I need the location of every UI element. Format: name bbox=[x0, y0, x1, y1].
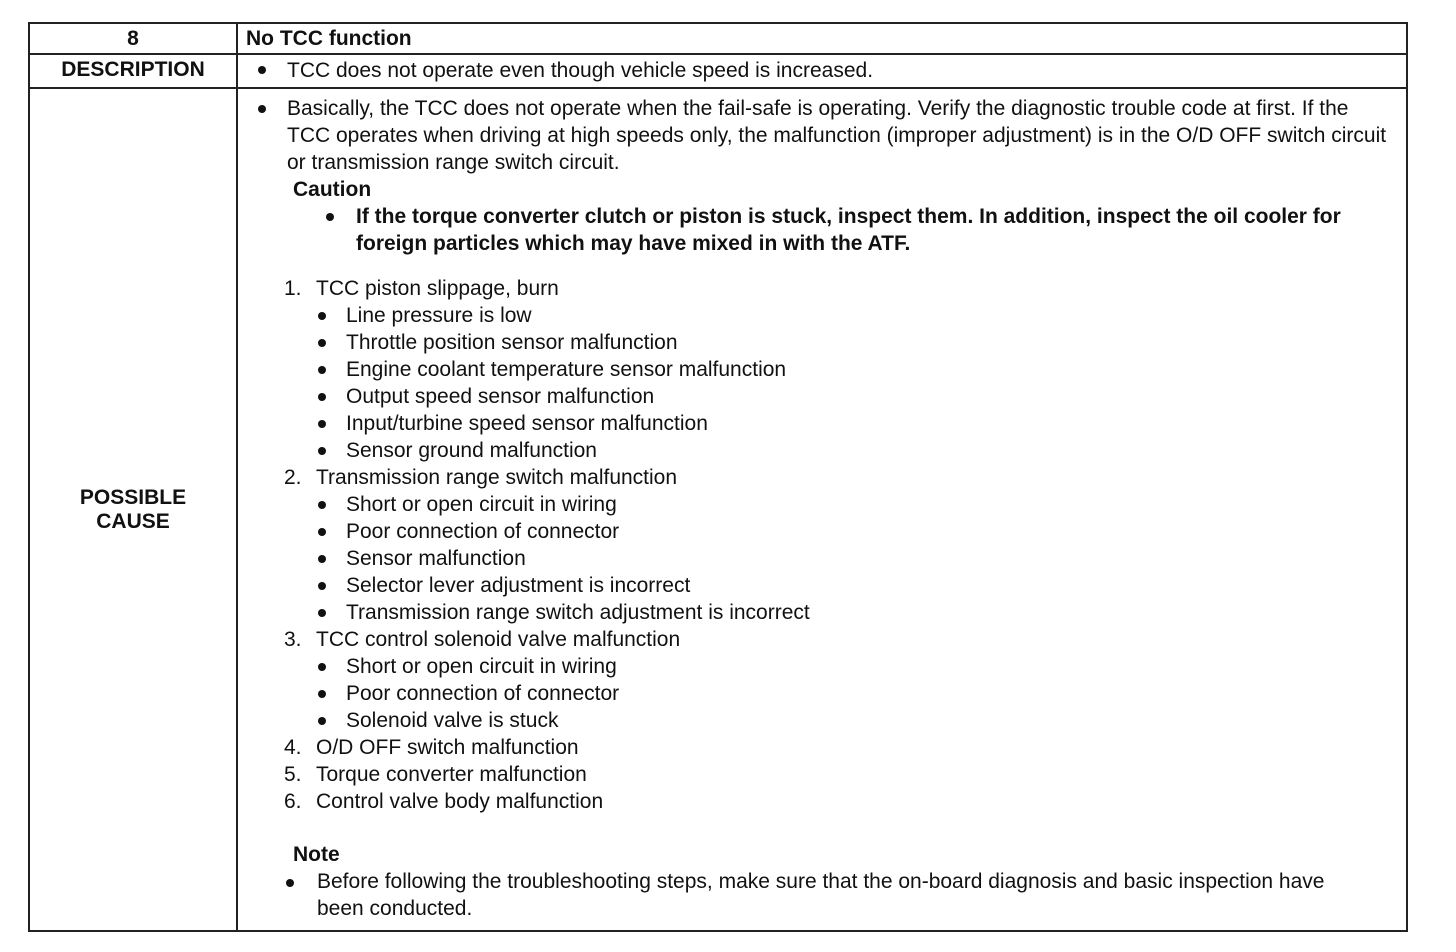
bullet-icon bbox=[318, 609, 326, 617]
description-label: DESCRIPTION bbox=[29, 54, 237, 88]
sub-cause-item bbox=[318, 518, 1406, 545]
bullet-icon bbox=[318, 501, 326, 509]
causes-list bbox=[238, 275, 1406, 815]
bullet-icon bbox=[318, 339, 326, 347]
symptom-number: 8 bbox=[29, 23, 237, 54]
cause-text: Transmission range switch malfunction bbox=[316, 466, 678, 489]
cause-text: O/D OFF switch malfunction bbox=[316, 736, 579, 759]
cause-number: 4. bbox=[284, 736, 302, 759]
bullet-icon bbox=[318, 447, 326, 455]
sub-cause-text: Input/turbine speed sensor malfunction bbox=[346, 412, 708, 435]
cause-text: Control valve body malfunction bbox=[316, 790, 604, 813]
cause-item bbox=[284, 761, 1406, 788]
bullet-icon bbox=[318, 366, 326, 374]
caution-item bbox=[326, 203, 1406, 257]
possible-cause-label bbox=[29, 88, 237, 931]
description-text: TCC does not operate even though vehicle speed is increased. bbox=[287, 59, 874, 82]
sub-cause-item bbox=[318, 653, 1406, 680]
cause-item bbox=[284, 275, 1406, 302]
bullet-icon bbox=[258, 105, 266, 113]
sub-cause-item bbox=[318, 329, 1406, 356]
troubleshooting-table bbox=[28, 22, 1408, 932]
cause-number: 6. bbox=[284, 790, 302, 813]
sub-cause-text: Line pressure is low bbox=[346, 304, 532, 327]
sub-cause-text: Short or open circuit in wiring bbox=[346, 493, 617, 516]
sub-cause-item bbox=[318, 491, 1406, 518]
bullet-icon bbox=[318, 717, 326, 725]
cause-text: TCC control solenoid valve malfunction bbox=[316, 628, 681, 651]
bullet-icon bbox=[318, 555, 326, 563]
cause-item bbox=[284, 734, 1406, 761]
sub-cause-item bbox=[318, 383, 1406, 410]
sub-cause-text: Sensor malfunction bbox=[346, 547, 526, 570]
bullet-icon bbox=[318, 582, 326, 590]
sub-cause-text: Throttle position sensor malfunction bbox=[346, 331, 678, 354]
bullet-icon bbox=[318, 528, 326, 536]
sub-cause-text: Poor connection of connector bbox=[346, 682, 620, 705]
bullet-icon bbox=[318, 393, 326, 401]
possible-cause-cell bbox=[237, 88, 1407, 931]
sub-cause-item bbox=[318, 410, 1406, 437]
note-item bbox=[286, 868, 1406, 922]
cause-number: 1. bbox=[284, 277, 302, 300]
bullet-icon bbox=[326, 213, 334, 221]
sub-cause-text: Sensor ground malfunction bbox=[346, 439, 597, 462]
bullet-icon bbox=[318, 690, 326, 698]
cause-number: 5. bbox=[284, 763, 302, 786]
sub-cause-text: Selector lever adjustment is incorrect bbox=[346, 574, 691, 597]
possible-cause-row bbox=[29, 88, 1407, 931]
sub-cause-text: Output speed sensor malfunction bbox=[346, 385, 655, 408]
sub-cause-text: Solenoid valve is stuck bbox=[346, 709, 559, 732]
sub-cause-text: Poor connection of connector bbox=[346, 520, 620, 543]
sub-cause-text: Engine coolant temperature sensor malfunction bbox=[346, 358, 787, 381]
bullet-icon bbox=[258, 66, 266, 74]
sub-cause-text: Short or open circuit in wiring bbox=[346, 655, 617, 678]
cause-number: 3. bbox=[284, 628, 302, 651]
possible-cause-label-line2: CAUSE bbox=[96, 509, 170, 533]
note-heading: Note bbox=[293, 843, 340, 866]
caution-heading: Caution bbox=[293, 178, 372, 201]
cause-text: TCC piston slippage, burn bbox=[316, 277, 559, 300]
note-text: Before following the troubleshooting steps, make sure that the on-board diagnosis and basic inspection have been conducted. bbox=[317, 870, 1325, 920]
description-cell bbox=[237, 54, 1407, 88]
sub-cause-item bbox=[318, 302, 1406, 329]
intro-text: Basically, the TCC does not operate when the fail-safe is operating. Verify the diagnostic trouble code at first. If the TCC operates when driving at high speeds only, the malfunction (improper adjustment) is in the O/D OFF switch circuit or transmission range switch circuit. bbox=[287, 97, 1387, 174]
cause-item bbox=[284, 464, 1406, 491]
sub-cause-item bbox=[318, 599, 1406, 626]
sub-cause-text: Transmission range switch adjustment is incorrect bbox=[346, 601, 810, 624]
sub-cause-item bbox=[318, 356, 1406, 383]
sub-cause-item bbox=[318, 707, 1406, 734]
bullet-icon bbox=[318, 312, 326, 320]
sub-cause-item bbox=[318, 437, 1406, 464]
cause-text: Torque converter malfunction bbox=[316, 763, 587, 786]
bullet-icon bbox=[318, 420, 326, 428]
sub-cause-item bbox=[318, 572, 1406, 599]
symptom-title: No TCC function bbox=[237, 23, 1407, 54]
cause-number: 2. bbox=[284, 466, 302, 489]
header-row bbox=[29, 23, 1407, 54]
sub-cause-item bbox=[318, 680, 1406, 707]
bullet-icon bbox=[286, 879, 294, 887]
intro-paragraph bbox=[238, 95, 1406, 176]
description-row bbox=[29, 54, 1407, 88]
cause-item bbox=[284, 626, 1406, 653]
sub-cause-item bbox=[318, 545, 1406, 572]
possible-cause-label-line1: POSSIBLE bbox=[79, 485, 187, 509]
cause-item bbox=[284, 788, 1406, 815]
bullet-icon bbox=[318, 663, 326, 671]
caution-text: If the torque converter clutch or piston is stuck, inspect them. In addition, inspect the oil cooler for foreign particles which may have mixed in with the ATF. bbox=[356, 205, 1341, 255]
